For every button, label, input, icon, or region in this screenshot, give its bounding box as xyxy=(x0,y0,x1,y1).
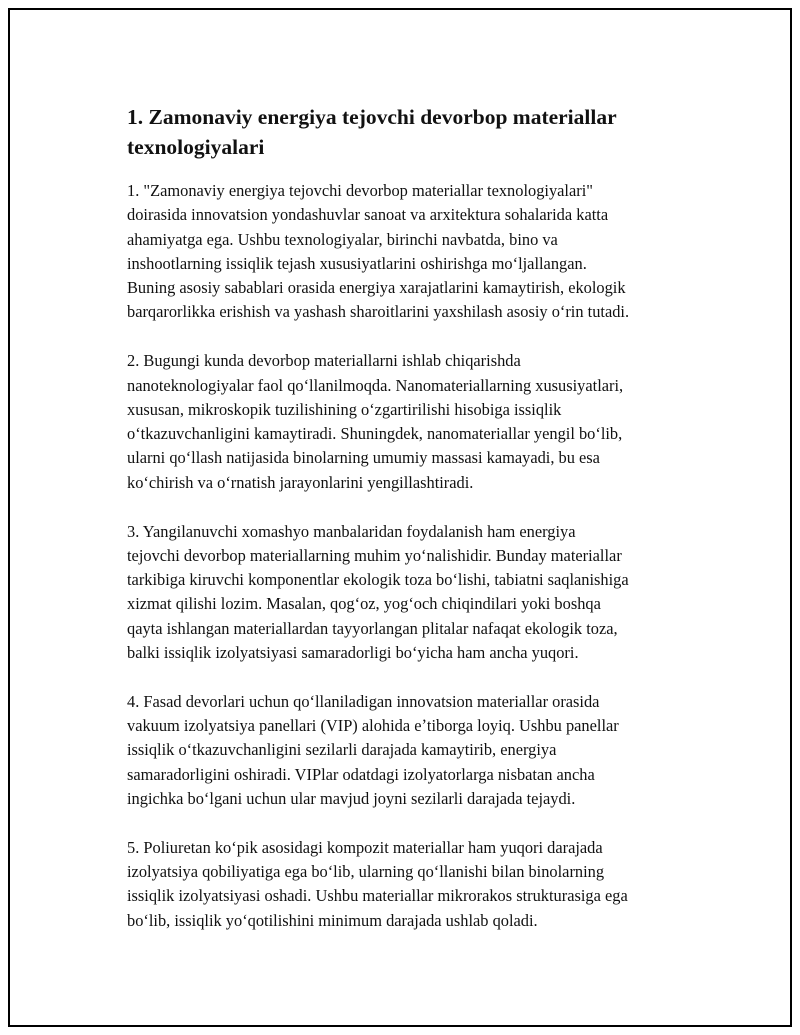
document-title: 1. Zamonaviy energiya tejovchi devorbop materiallar texnologiyalari xyxy=(127,105,617,159)
paragraph-5: 5. Poliuretan koʻpik asosidagi kompozit materiallar ham yuqori darajada izolyatsiya qobiliyatiga ega boʻlib, ularning qoʻllanishi bilan binolarning issiqlik izolyatsiyasi oshadi. Ushbu materiallar mikrorakos strukturasiga ega boʻlib, issiqlik yoʻqotilishini minimum darajada ushlab qoladi. xyxy=(127,837,628,930)
page-frame xyxy=(8,8,792,1027)
paragraph-4: 4. Fasad devorlari uchun qoʻllaniladigan innovatsion materiallar orasida vakuum izolyatsiya panellari (VIP) alohida eʼtiborga loyiq. Ushbu panellar issiqlik oʻtkazuvchanligini sezilarli darajada kamaytirib, energiya samaradorligini oshiradi. VIPlar odatdagi izolyatorlarga nisbatan ancha ingichka boʻlgani uchun ular mavjud joyni sezilarli darajada tejaydi. xyxy=(127,691,619,809)
paragraph-1: 1. "Zamonaviy energiya tejovchi devorbop materiallar texnologiyalari" doirasida innovatsion yondashuvlar sanoat va arxitektura sohalarida katta ahamiyatga ega. Ushbu texnologiyalar, birinchi navbatda, bino va inshootlarning issiqlik tejash xususiyatlarini oshirishga moʻljallangan. Buning asosiy sabablari orasida energiya xarajatlarini kamaytirish, ekologik barqarorlikka erishish va yashash sharoitlarini yaxshilash asosiy oʻrin tutadi. xyxy=(127,181,630,322)
document-body xyxy=(127,102,693,958)
paragraph-2: 2. Bugungi kunda devorbop materiallarni ishlab chiqarishda nanoteknologiyalar faol qoʻllanilmoqda. Nanomateriallarning xususiyatlari, xususan, mikroskopik tuzilishining oʻzgartirilishi hisobiga issiqlik oʻtkazuvchanligini kamaytiradi. Shuningdek, nanomateriallar yengil boʻlib, ularni qoʻllash natijasida binolarning umumiy massasi kamayadi, bu esa koʻchirish va oʻrnatish jarayonlarini yengillashtiradi. xyxy=(127,351,624,492)
paragraph-3: 3. Yangilanuvchi xomashyo manbalaridan foydalanish ham energiya tejovchi devorbop materiallarning muhim yoʻnalishidir. Bunday materiallar tarkibiga kiruvchi komponentlar ekologik toza boʻlishi, tabiatni saqlanishiga xizmat qilishi lozim. Masalan, qogʻoz, yogʻoch chiqindilari yoki boshqa qayta ishlangan materiallardan tayyorlangan plitalar nafaqat ekologik toza, balki issiqlik izolyatsiyasi samaradorligi boʻyicha ham ancha yuqori. xyxy=(127,521,629,663)
